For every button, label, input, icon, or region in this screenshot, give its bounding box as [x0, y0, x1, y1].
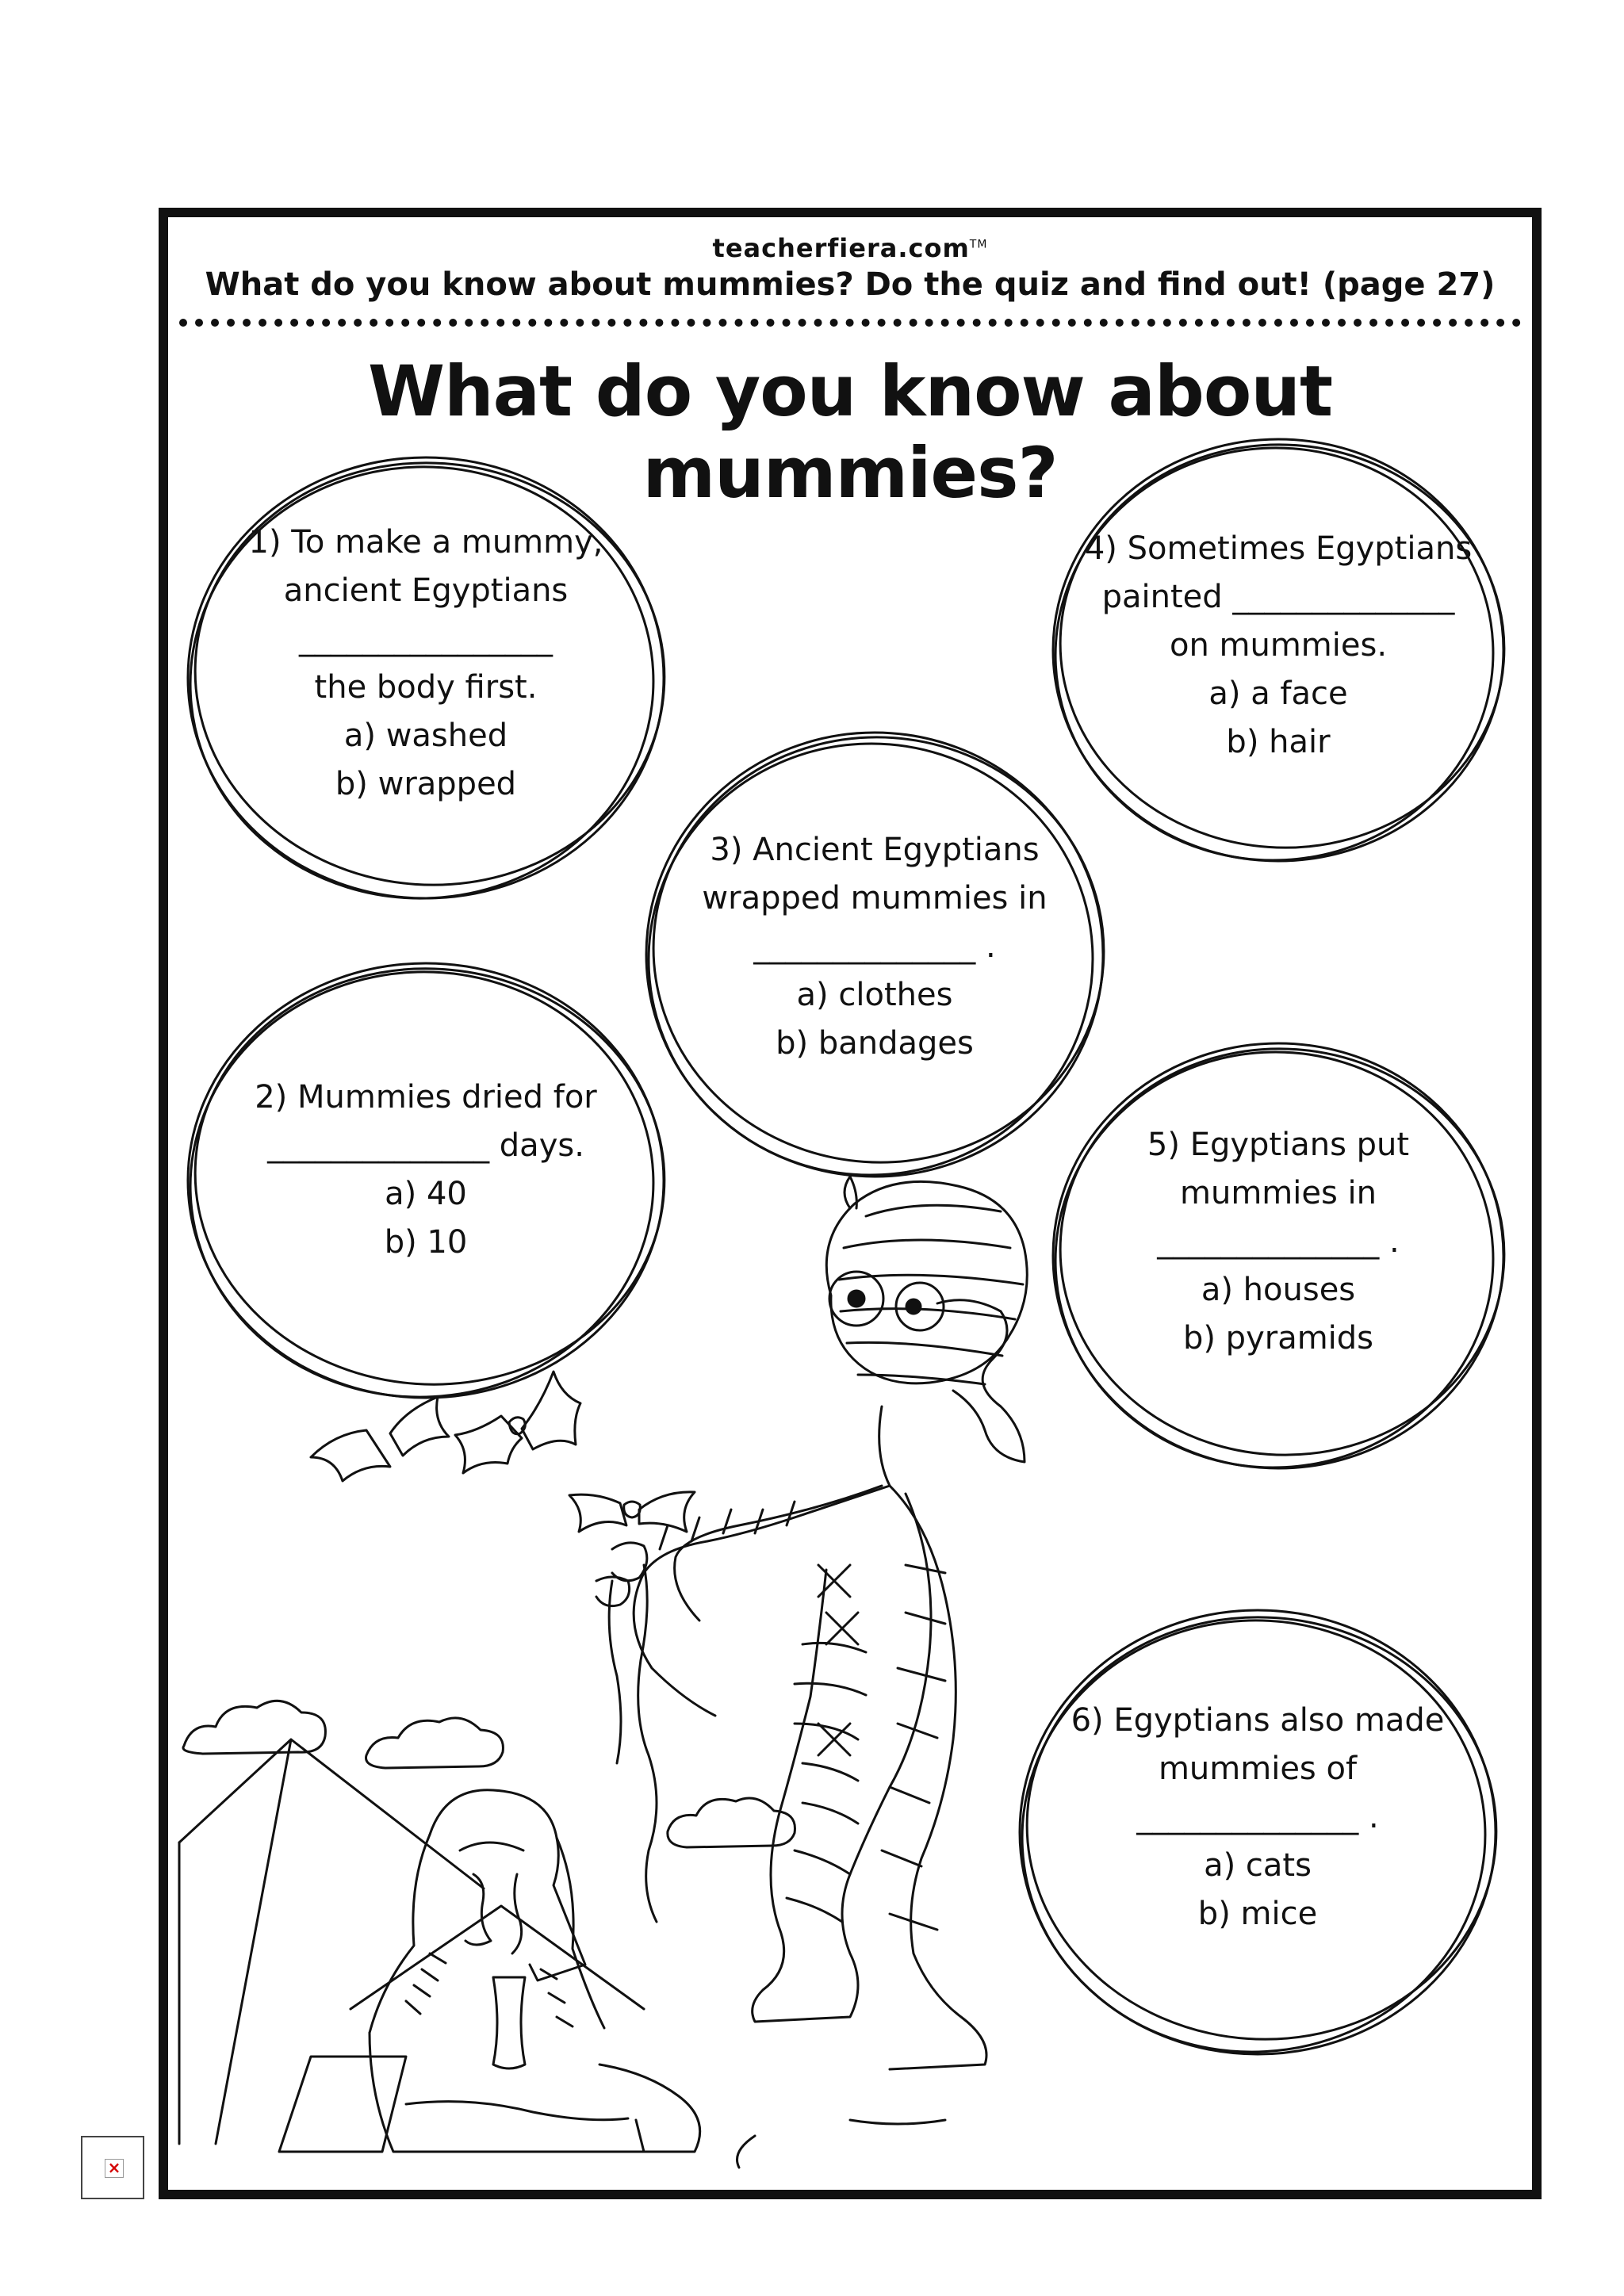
question-6-line: 6) Egyptians also made: [1071, 1702, 1445, 1739]
cloud-icon: [366, 1718, 504, 1768]
trademark: TM: [969, 238, 988, 251]
question-4-option-a: a) a face: [1208, 675, 1348, 712]
question-3: [638, 725, 1112, 1184]
question-5-blank: ______________ .: [1157, 1223, 1400, 1260]
question-1-line: ancient Egyptians: [283, 572, 569, 609]
page-title: What do you know about mummies?: [367, 350, 1333, 514]
question-2-option-a: a) 40: [385, 1176, 467, 1212]
bat-icon: [311, 1397, 449, 1481]
question-5: [1044, 1034, 1513, 1478]
question-3-line: 3) Ancient Egyptians: [710, 832, 1040, 868]
question-4-line: on mummies.: [1169, 627, 1388, 664]
question-1-option-b: b) wrapped: [335, 766, 517, 802]
question-1-line: the body first.: [314, 669, 538, 706]
question-6-line: mummies of: [1158, 1751, 1358, 1787]
question-5-line: 5) Egyptians put: [1147, 1127, 1410, 1163]
question-2-line: 2) Mummies dried for: [255, 1079, 597, 1115]
question-4-blank: painted ______________: [1101, 579, 1455, 615]
question-2: [179, 955, 672, 1406]
question-2-option-b: b) 10: [384, 1224, 468, 1261]
brand-name: teacherfiera.com: [712, 233, 970, 263]
question-5-option-a: a) houses: [1201, 1272, 1356, 1308]
question-1-option-a: a) washed: [343, 718, 508, 754]
question-5-option-b: b) pyramids: [1182, 1320, 1374, 1357]
question-4-option-b: b) hair: [1226, 724, 1331, 760]
sphinx-icon: [279, 1790, 700, 2152]
question-3-blank: ______________ .: [753, 928, 996, 965]
question-6-option-b: b) mice: [1197, 1896, 1318, 1932]
question-4: [1044, 430, 1513, 871]
question-1-blank: ________________: [299, 621, 553, 657]
question-4-line: 4) Sometimes Egyptians: [1084, 530, 1473, 567]
question-3-option-b: b) bandages: [776, 1025, 974, 1062]
bat-icon: [569, 1492, 695, 1532]
cloud-icon: [183, 1701, 325, 1754]
question-2-blank: ______________ days.: [267, 1127, 584, 1164]
question-3-option-a: a) clothes: [796, 977, 953, 1013]
worksheet: [159, 208, 1542, 2199]
question-3-line: wrapped mummies in: [702, 880, 1048, 916]
question-6-option-a: a) cats: [1204, 1847, 1312, 1884]
question-1: [179, 449, 672, 907]
question-5-line: mummies in: [1180, 1175, 1377, 1211]
pyramid-icon: [179, 1739, 644, 2144]
question-1-line: 1) To make a mummy,: [248, 524, 603, 561]
question-6-blank: ______________ .: [1136, 1799, 1379, 1835]
broken-image-icon: ×: [81, 2136, 144, 2199]
page-subtitle: What do you know about mummies? Do the quiz and find out! (page 27): [205, 266, 1496, 303]
question-6: [1012, 1601, 1503, 2063]
